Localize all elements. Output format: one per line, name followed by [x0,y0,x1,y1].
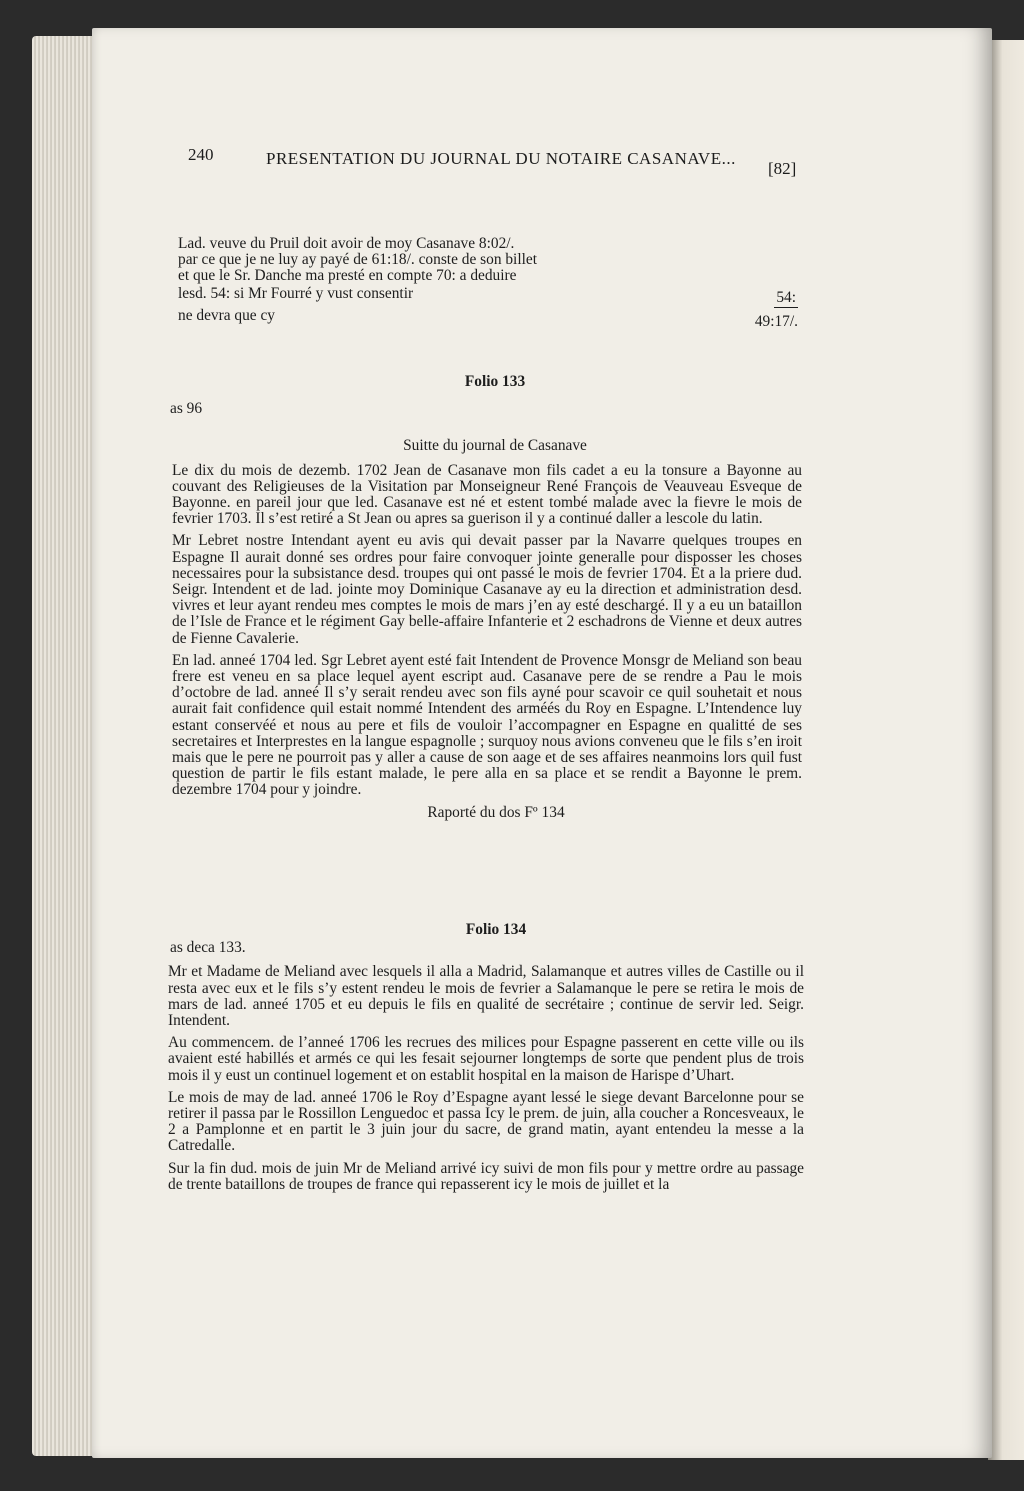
carry-note: Raporté du dos Fº 134 [427,803,565,821]
account-line-text: ne devra que cy [178,306,275,324]
account-line: et que le Sr. Danche ma presté en compte 70: a deduire [178,267,517,285]
paragraph: Le dix du mois de dezemb. 1702 Jean de Casanave mon fils cadet a eu la tonsure a Bayonne au couvant des Religieuses de la Visitation par Monseigneur René François de Veauveau Esveque de Bayonne. en pareil jour que led. Casanave est né et estent tombé malade avec la fievre le mois de fevrier 1703. Il s’est retiré a St Jean ou apres sa guerison il y a continué daller a lescole du latin. [172,461,802,528]
facing-page-edge [988,40,1024,1460]
folio-heading: Folio 134 [465,921,527,938]
folio-heading: Folio 133 [464,373,526,390]
account-block [178,236,798,330]
account-amount: 54: [774,290,798,308]
page-number: 240 [188,145,214,164]
paragraph: Sur la fin dud. mois de juin Mr de Meliand arrivé icy suivi de mon fils pour y mettre ordre au passage de trente bataillons de troupes de france qui repasserent icy le mois de juillet et la [168,1159,804,1193]
paragraph: Le mois de may de lad. anneé 1706 le Roy d’Espagne ayant lessé le siege devant Barcelonne pour se retirer il passa par le Rossillon Lenguedoc et passa Icy le prem. de juin, alla coucher a Roncesveaux, le 2 a Pamplonne et en partit le 3 juin jour du sacre, de grand matin, ayant entendeu la messe a la Catredalle. [168,1088,804,1155]
paragraph: Mr Lebret nostre Intendant ayent eu avis qui devait passer par la Navarre quelques troupes en Espagne Il aurait donné ses ordres pour faire convoquer jointe generalle pour disposser les choses necessaires pour la subsistance desd. troupes qui ont passé le mois de fevrier 1704. Et a la priere dud. Seigr. Intendent et de lad. jointe moy Dominique Casanave ay eu la direction et administration desd. vivres et leur ayant rendeu mes comptes le mois de mars j’en ay esté deschargé. Il y a eu un bataillon de l’Isle de France et le régiment Gay belle-affaire Infanterie et 2 eschadrons de Vienne et deux autres de Fienne Cavalerie. [172,532,802,647]
running-title: PRESENTATION DU JOURNAL DU NOTAIRE CASANAVE... [266,149,736,168]
paragraph: Au commencem. de l’anneé 1706 les recrues des milices pour Espagne passerent en cette ville ou ils avaient esté habillés et armés ce qui les fesait sejourner longtemps de sorte que pendent plus de trois mois il y eust un continuel logement et on establit hospital en la maison de Harispe d’Uhart. [168,1034,804,1084]
account-line: Lad. veuve du Pruil doit avoir de moy Casanave 8:02/. [178,235,515,252]
folio-134-section [168,921,804,1199]
paragraph: Mr et Madame de Meliand avec lesquels il alla a Madrid, Salamanque et autres villes de Castille ou il resta avec eux et le fils s’y estent rendeu le mois de fevrier a Salamanque le pere se retira le mois de mars de lad. anneé 1705 et eu depuis le fils en qualité de secrétaire ; continue de servir led. Seigr. Intendent. [168,963,804,1030]
account-line: par ce que je ne luy ay payé de 61:18/. conste de son billet [178,251,537,269]
account-line-with-amount [178,286,798,308]
page-ref: [82] [768,159,797,178]
account-line-with-total [178,308,798,330]
section-subheading: Suitte du journal de Casanave [403,437,587,455]
account-total: 49:17/. [754,312,798,330]
folio-as-ref: as deca 133. [170,939,246,957]
folio-as-ref: as 96 [170,400,203,418]
paragraph: En lad. anneé 1704 led. Sgr Lebret ayent esté fait Intendent de Provence Monsgr de Meliand son beau frere est veneu en sa place lequel ayent escript aud. Casanave pere de se rendre a Pau le mois d’octobre de lad. anneé Il s’y serait rendeu avec son fils ayné pour scavoir ce quil souhetait et nous aurait fait confidence quil estait nommé Intendent des arméés du Roy en Espagne. L’Intendence luy estant conservéé et nous au pere et fils de vouloir l’accompagner en Espagne en qualitté de ses secretaires et Interprestes en la langue espagnolle ; surquoy nous avions conveneu que le fils s’en iroit mais que le pere ne pourroit pas y aller a cause de son aage et de ses affaires neanmoins lors quil fust question de partir le fils estant malade, le pere alla en sa place et se rendit a Bayonne le prem. dezembre 1704 pour y joindre. [172,651,802,799]
account-line-text: lesd. 54: si Mr Fourré y vust consentir [178,284,414,302]
folio-133-section [170,373,802,821]
